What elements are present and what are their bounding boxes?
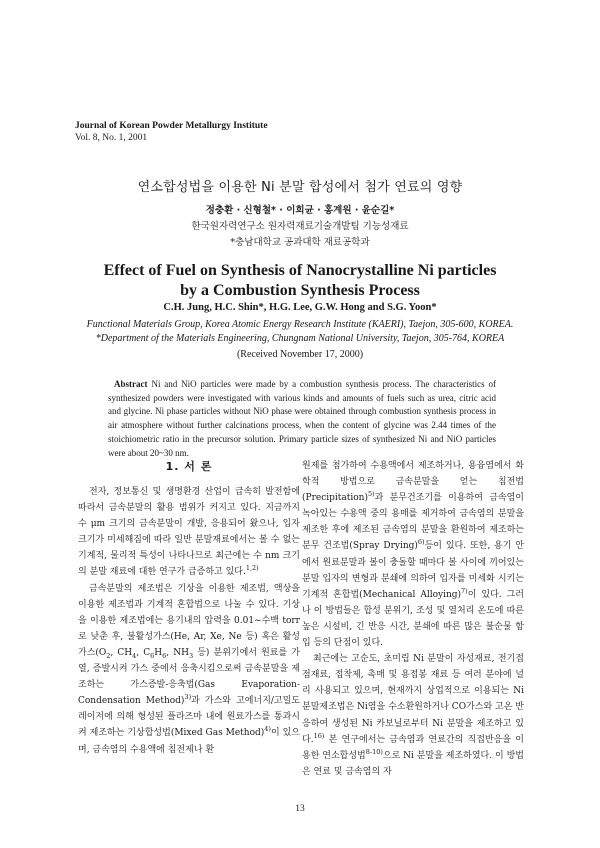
paragraph: 최근에는 고순도, 초미립 Ni 분말이 자성재료, 전기접점재료, 접착제, 촉매 및 용접봉 재료 등 여러 분야에 널리 사용되고 있으며, 현재까지 상업적으로 이용되는 Ni 분말제조법은 Ni염을 수소환원하거나 CO가스와 고온 반응하여 생성된 Ni 카보닐로부터 Ni 분말을 제조하고 있다.$^{16)}$ 본 연구에서는 금속염과 연료간의 직접반응을 이용한 연소합성법$^{8-10)}$으로 Ni 분말을 제조하였다. 이 방법은 연료 및 금속염의 자 [302,654,524,777]
right-column [302,458,524,780]
reference: 6) [417,538,425,547]
reference: 4) [264,725,271,734]
title-english-line-1: Effect of Fuel on Synthesis of Nanocrystalline Ni particles [103,262,497,279]
journal-header [75,120,268,144]
abstract-text: Ni and NiO particles were made by a combustion synthesis process. The characteristics of synthesized powders were investigated with various kinds and amounts of fuels such as urea, citric acid and glycine. Ni phase particles without NiO phase were obtained through combustion synthesis process in air atmosphere without further calcinations process, when the content of glycine was 2.44 times of the stoichiometric ratio in the precursor solution. Primary particle sizes of synthesized Ni and NiO particles were about 20~30 nm. [108,379,496,458]
affiliation-korean-2: *충남대학교 공과대학 재료공학과 [230,237,370,248]
paragraph: 금속분말의 제조법은 기상을 이용한 제조법, 액상을 이용한 제조법과 기계적 혼합법으로 나눌 수 있다. 기상을 이용한 제조법에는 용기내의 압력을 0.01~수백 torr로 낮춘 후, 불활성가스(He, Ar, Xe, Ne 등) 혹은 활성가스($O_2$, $CH_4$, $C_6H_6$, $NH_3$ 등) 분위기에서 원료를 가열, 증발시켜 가스 중에서 응축시킴으로써 금속분말을 제조하는 가스증발-응축법(Gas Evaporation-Condensation Method)$^{3)}$과 가스와 고에너지/고밀도 레이저에 의해 형성된 플라즈마 내에 원료가스를 통과시켜 제조하는 기상합성법(Mixed Gas Method)$^{4)}$이 있으며, 금속염의 수용액에 침전제나 환 [78,583,300,755]
reference: 3) [184,693,192,702]
title-english-line-2: by a Combustion Synthesis Process [180,282,420,299]
reference: 7) [461,586,468,595]
title-korean: 연소합성법을 이용한 Ni 분말 합성에서 첨가 연료의 영향 [137,180,463,195]
journal-name: Journal of Korean Powder Metallurgy Institute [75,121,268,131]
reference: 1,2) [245,564,259,573]
reference: 16) [313,731,325,740]
abstract [108,378,496,460]
reference: 5) [367,490,375,499]
page-number: 13 [295,804,305,814]
left-column [78,484,300,758]
received-date: (Received November 17, 2000) [236,349,364,360]
abstract-label: Abstract [114,379,148,389]
authors-korean: 정충환 · 신형철* · 이희균 · 홍계원 · 윤순길* [205,205,395,216]
reference: 8-10) [365,747,383,756]
affiliation-korean-1: 한국원자력연구소 원자력재료기술개발팀 기능성재료 [191,221,409,232]
journal-volume: Vol. 8, No. 1, 2001 [75,133,148,143]
paragraph: 원제를 첨가하여 수용액에서 제조하거나, 용융염에서 화학적 방법으로 금속분말을 얻는 침전법(Precipitation)$^{5)}$과 분무건조기를 이용하여 금속염이 녹아있는 수용액 중의 용매를 제거하여 금속염의 분말을 제조한 후에 제조된 금속염의 분말을 환원하여 제조하는 분무 건조법(Spray Drying)$^{6)}$등이 있다. 또한, 용기 안에서 원료분말과 볼이 충돌할 때마다 볼 사이에 끼어있는 분말 입자의 변형과 분쇄에 의하여 입자를 미세화 시키는 기계적 혼합법(Mechanical Alloying)$^{7)}$이 있다. 그러나 이 방법들은 합성 분위기, 조성 및 열처리 온도에 따른 높은 시설비, 긴 반응 시간, 분쇄에 따른 많은 불순물 함입 등의 단점이 있다. [302,461,524,649]
authors-english: C.H. Jung, H.C. Shin*, H.G. Lee, G.W. Hong and S.G. Yoon* [163,302,437,313]
affiliation-english-1: Functional Materials Group, Korea Atomic Energy Research Institute (KAERI), Taejon, 305-600, KOREA. [86,319,514,330]
section-heading-introduction: 1. 서 론 [165,460,213,473]
paragraph: 전자, 정보통신 및 생명환경 산업이 급속히 발전함에 따라서 금속분말의 활용 범위가 커지고 있다. 지금까지 수 μm 크기의 금속분말이 개발, 응용되어 왔으나, 입자크기가 미세해짐에 따라 일반 분말재료에서는 볼 수 없는 기계적, 물리적 특성이 나타나므로 최근에는 수 nm 크기의 분말 재료에 대한 연구가 급증하고 있다.$^{1,2)}$ [78,487,300,578]
title-english [0,261,600,301]
affiliation-english-2: *Department of the Materials Engineering, Chungnam National University, Taejon, 305-764, KOREA [95,333,505,344]
